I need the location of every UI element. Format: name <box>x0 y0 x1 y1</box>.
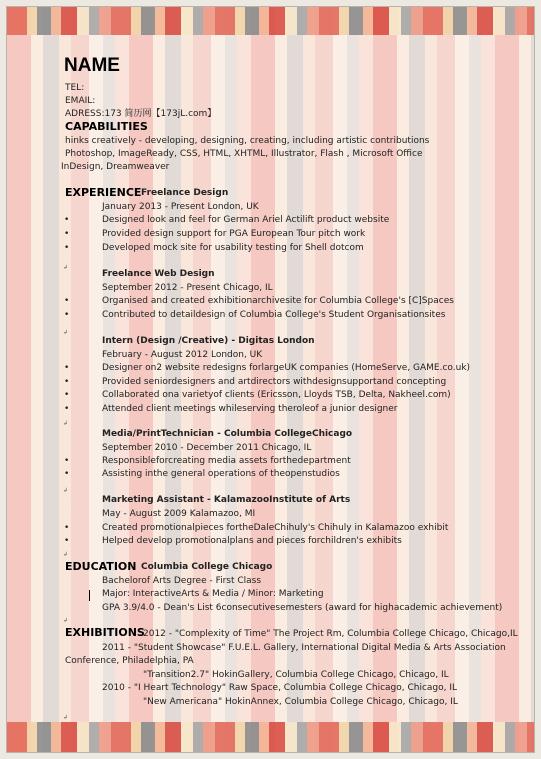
job-date: February - August 2012 London, UK <box>102 350 263 360</box>
bullet-icon: • <box>64 310 70 320</box>
exhibition-line: "Transition2.7" HokinGallery, Columbia College Chicago, Chicago, IL <box>143 670 449 680</box>
job-bullet: Created promotionalpieces fortheDaleChihuly's Chihuly in Kalamazoo exhibit <box>102 523 449 533</box>
resume-name: NAME <box>64 55 120 76</box>
bullet-icon: • <box>64 404 70 414</box>
job-bullet: Designer on2 website redesigns forlargeUK companies (HomeServe, GAME.co.uk) <box>102 363 471 373</box>
bullet-icon: • <box>64 523 70 533</box>
bullet-icon: • <box>64 363 70 373</box>
capabilities-line: hinks creatively - developing, designing, creating, including artistic contributions <box>65 136 430 146</box>
job-bullet: Designed look and feel for German Ariel Actilift product website <box>102 215 390 225</box>
bullet-icon: • <box>64 377 70 387</box>
education-school: Columbia College Chicago <box>141 562 273 572</box>
job-title: Intern (Design /Creative) - Digitas London <box>102 336 315 346</box>
capabilities-heading: CAPABILITIES <box>65 120 148 133</box>
job-bullet: Provided design support for PGA European Tour pitch work <box>102 229 366 239</box>
bullet-icon: • <box>64 243 70 253</box>
job-bullet: Contributed to detaildesign of Columbia College's Student Organisationsites <box>102 310 446 320</box>
education-line: GPA 3.9/4.0 - Dean's List 6consecutivesemesters (award for highacademic achievement) <box>102 603 503 613</box>
job-title: Freelance Design <box>141 188 229 198</box>
exhibition-line: 2012 - "Complexity of Time" The Project Rm, Columbia College Chicago, Chicago,IL <box>143 629 518 639</box>
exhibition-line: Conference, Philadelphia, PA <box>65 656 194 666</box>
bullet-icon: • <box>64 469 70 479</box>
job-title: Freelance Web Design <box>102 269 215 279</box>
exhibition-line: 2011 - "Student Showcase" F.U.E.L. Gallery, International Digital Media & Arts Association <box>102 643 506 653</box>
paragraph-mark-icon: ↲ <box>63 617 69 624</box>
job-title: Media/PrintTechnician - Columbia CollegeChicago <box>102 429 353 439</box>
education-line: Bachelorof Arts Degree - First Class <box>102 576 262 586</box>
job-bullet: Organised and created exhibitionarchivesite for Columbia College's [C]Spaces <box>102 296 454 306</box>
job-bullet: Collaborated ona varietyof clients (Ericsson, Lloyds TSB, Delta, Nakheel.com) <box>102 390 451 400</box>
job-date: September 2012 - Present Chicago, IL <box>102 283 273 293</box>
job-bullet: Attended client meetings whileserving theroleof a junior designer <box>102 404 398 414</box>
job-bullet: Helped develop promotionalplans and pieces forchildren's exhibits <box>102 536 402 546</box>
contact-address: ADRESS:173 简历网【173jL.com】 <box>65 109 217 119</box>
paragraph-mark-icon: ↲ <box>63 264 69 271</box>
bullet-icon: • <box>64 536 70 546</box>
paragraph-mark-icon: ↲ <box>63 329 69 336</box>
job-bullet: Developed mock site for usability testing for Shell dotcom <box>102 243 364 253</box>
decorative-top-band <box>7 7 534 35</box>
education-line: Major: InteractiveArts & Media / Minor: Marketing <box>102 589 324 599</box>
job-bullet: Responsibleforcreating media assets forthedepartment <box>102 456 351 466</box>
job-bullet: Assisting inthe general operations of theopenstudios <box>102 469 340 479</box>
paragraph-mark-icon: ↲ <box>63 714 69 721</box>
paragraph-mark-icon: ↲ <box>63 487 69 494</box>
paragraph-mark-icon: ↲ <box>63 551 69 558</box>
bullet-icon: • <box>64 215 70 225</box>
job-title: Marketing Assistant - KalamazooInstitute of Arts <box>102 495 351 505</box>
experience-heading: EXPERIENCE <box>65 186 142 199</box>
bullet-icon: • <box>64 296 70 306</box>
decorative-bottom-band <box>7 722 534 752</box>
contact-tel: TEL: <box>65 83 85 93</box>
capabilities-line: InDesign, Dreamweaver <box>61 162 170 172</box>
bullet-icon: • <box>64 390 70 400</box>
education-heading: EDUCATION <box>65 560 137 573</box>
job-date: September 2010 - December 2011 Chicago, IL <box>102 443 312 453</box>
bullet-icon: • <box>64 229 70 239</box>
job-bullet: Provided seniordesigners and artdirectors withdesignsupportand concepting <box>102 377 447 387</box>
job-date: May - August 2009 Kalamazoo, MI <box>102 509 256 519</box>
exhibition-line: "New Americana" HokinAnnex, Columbia College Chicago, Chicago, IL <box>143 697 458 707</box>
text-cursor <box>89 590 90 601</box>
exhibitions-heading: EXHIBITIONS <box>65 626 145 639</box>
capabilities-line: Photoshop, ImageReady, CSS, HTML, XHTML, Illustrator, Flash , Microsoft Office <box>65 149 423 159</box>
resume-page <box>6 6 535 753</box>
contact-email: EMAIL: <box>65 96 96 106</box>
paragraph-mark-icon: ↲ <box>63 420 69 427</box>
exhibition-line: 2010 - "I Heart Technology" Raw Space, Columbia College Chicago, Chicago, IL <box>102 683 458 693</box>
bullet-icon: • <box>64 456 70 466</box>
job-date: January 2013 - Present London, UK <box>102 202 259 212</box>
